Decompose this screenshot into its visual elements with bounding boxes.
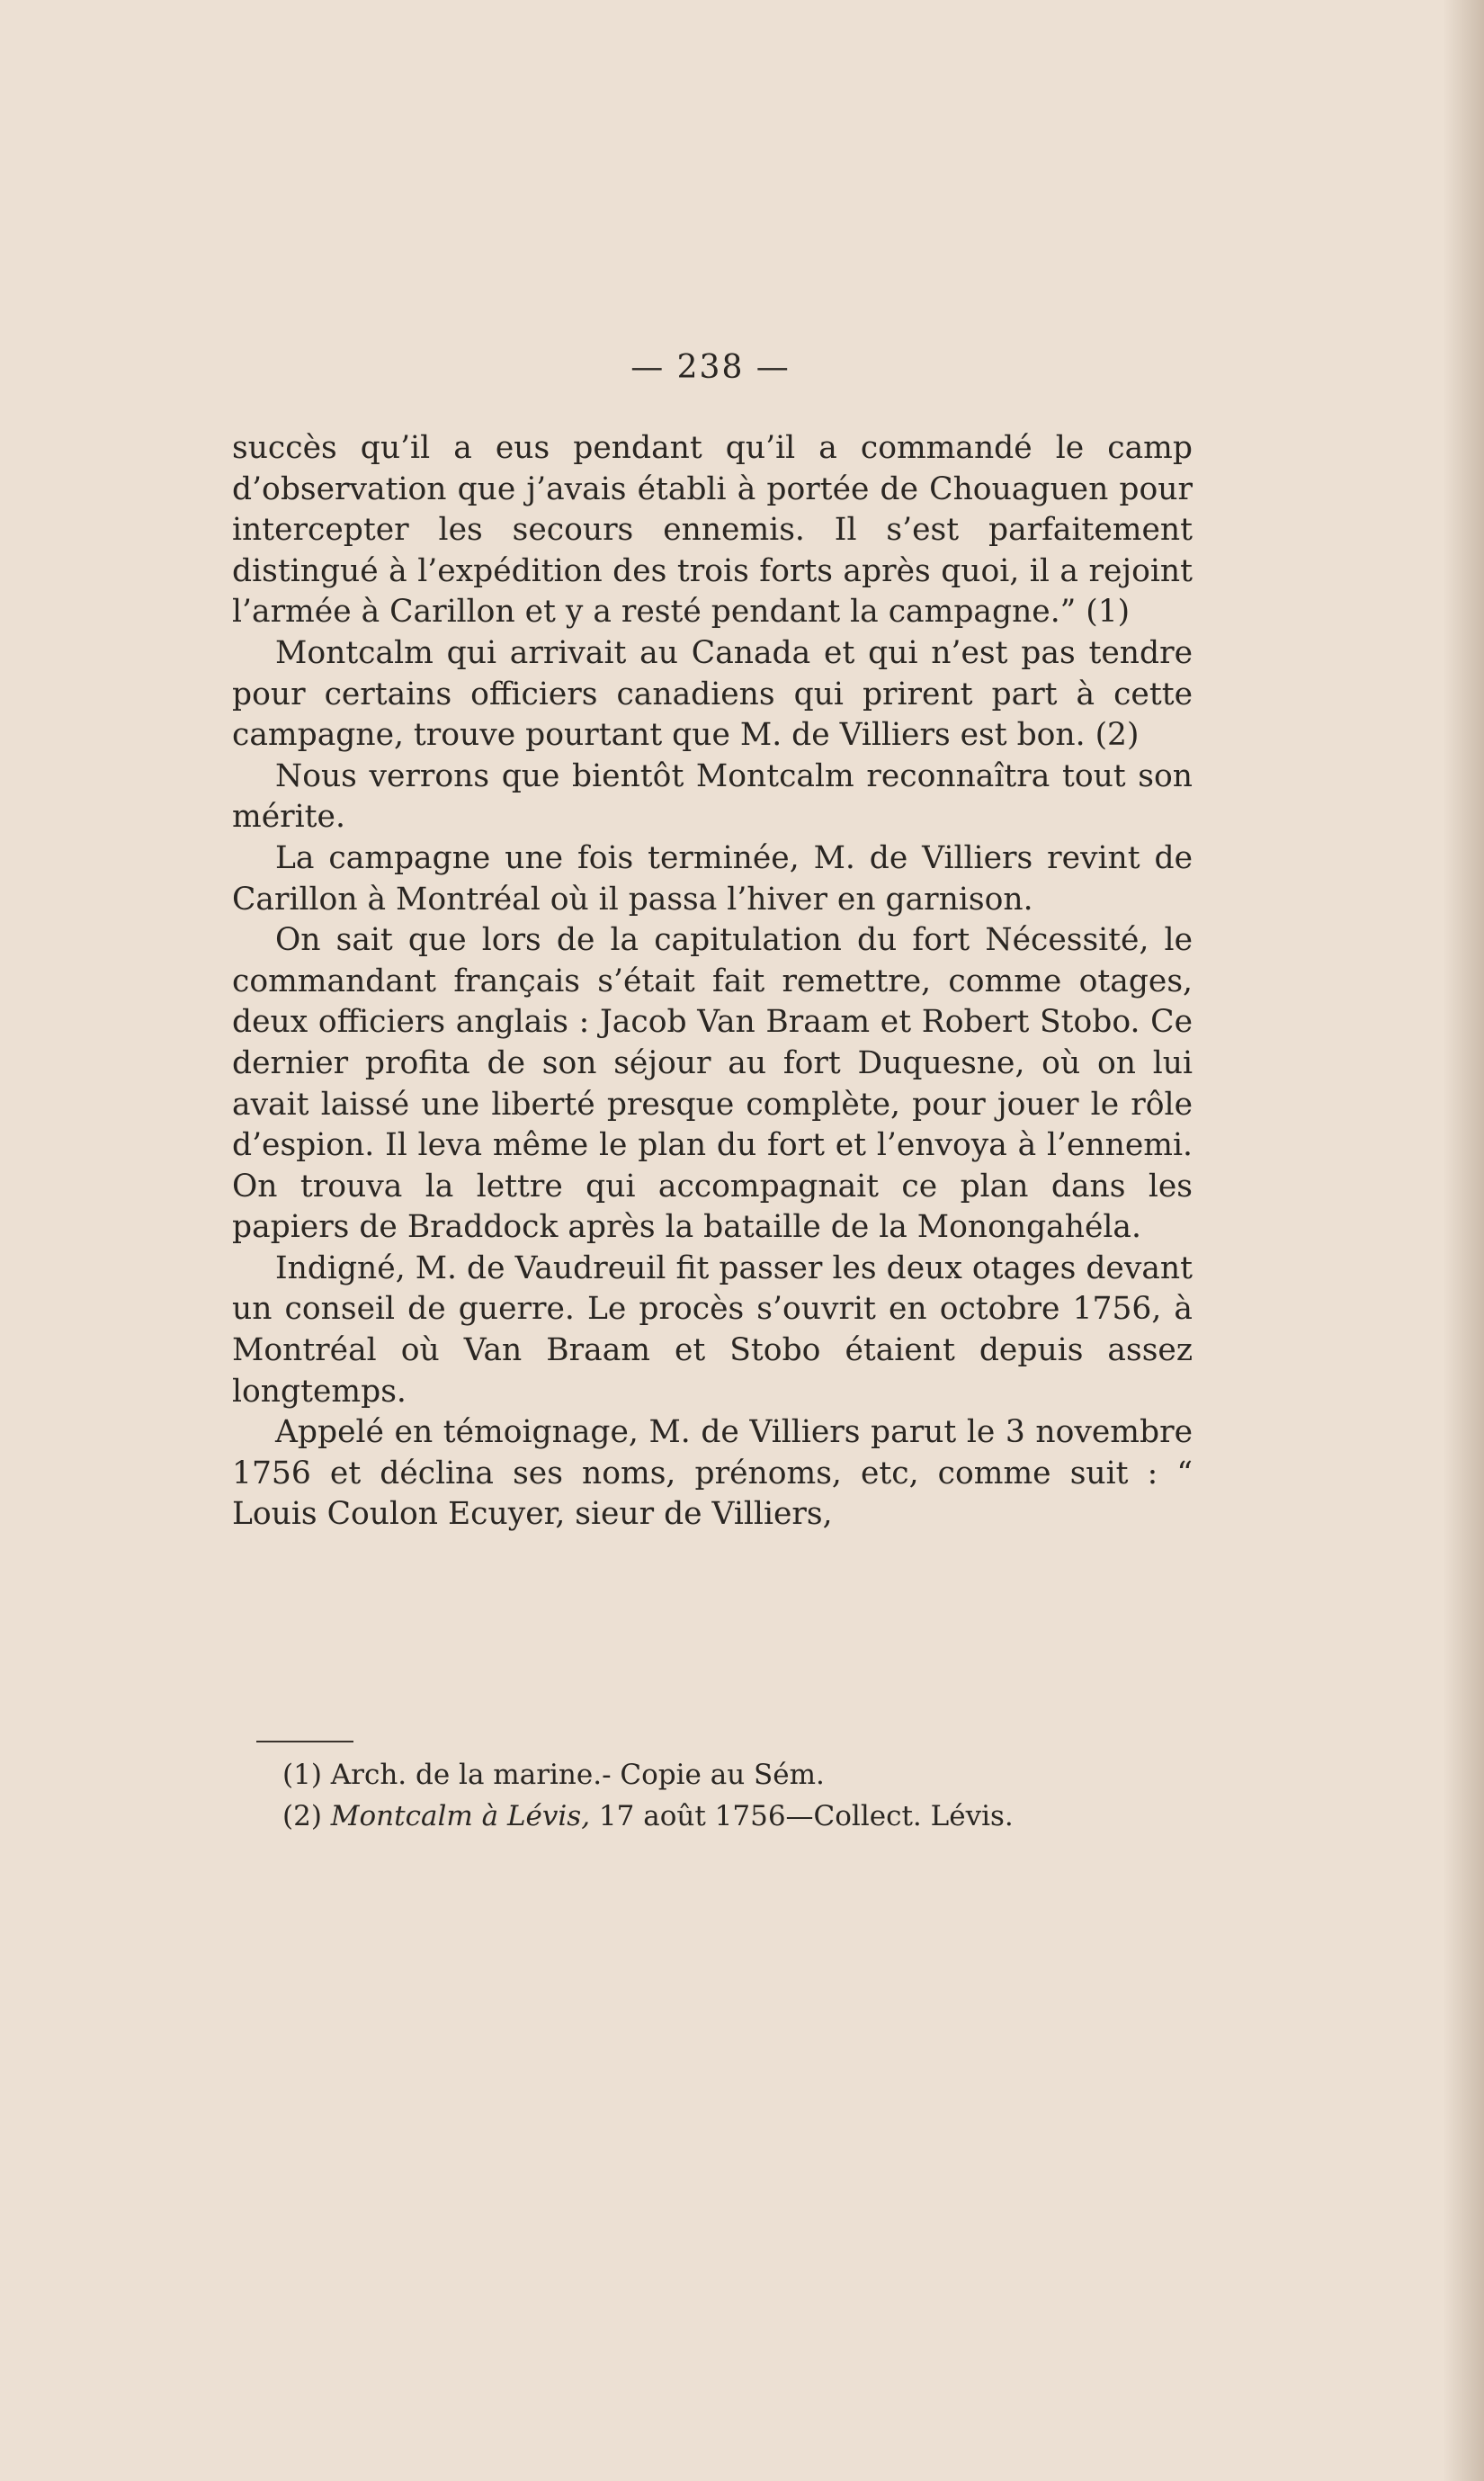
footnote-text: 17 août 1756—Collect. Lévis. xyxy=(590,1800,1014,1832)
footnote-italic: Montcalm à Lévis, xyxy=(321,1800,591,1832)
paragraph: On sait que lors de la capitulation du fort Nécessité, le commandant français s’était fait remettre, comme otages, deux officiers anglais : Jacob Van Braam et Robert Stobo. Ce dernier profita de son séjour au fort Duquesne, où on lui avait laissé une liberté presque complète, pour jouer le rôle d’espion. Il leva même le plan du fort et l’envoya à l’ennemi. On trouva la lettre qui accompagnait ce plan dans les papiers de Braddock après la bataille de la Monongahéla. xyxy=(232,922,1193,1246)
paragraph: Montcalm qui arrivait au Canada et qui n’est pas tendre pour certains officiers canadiens qui prirent part à cette campagne, trouve pourtant que M. de Villiers est bon. (2) xyxy=(232,634,1193,754)
page-edge-shadow xyxy=(1443,0,1484,2481)
footnote-2 xyxy=(282,1796,1182,1837)
paragraph: succès qu’il a eus pendant qu’il a commandé le camp d’observation que j’avais établi à portée de Chouaguen pour intercepter les secours ennemis. Il s’est parfaitement distingué à l’expédition des trois forts après quoi, il a rejoint l’armée à Carillon et y a resté pendant la campagne.” (1) xyxy=(232,430,1193,631)
footnote-text: Arch. de la marine.- Copie au Sém. xyxy=(321,1759,825,1791)
paragraph: Nous verrons que bientôt Montcalm reconnaîtra tout son mérite. xyxy=(232,757,1193,836)
page-number: — 238 — xyxy=(630,349,791,386)
footnote-marker: (2) xyxy=(282,1800,322,1832)
footnotes xyxy=(282,1754,1182,1837)
body-text xyxy=(232,428,1193,1536)
paragraph: Indigné, M. de Vaudreuil fit passer les deux otages devant un conseil de guerre. Le procès s’ouvrit en octobre 1756, à Montréal où Van Braam et Stobo étaient depuis assez longtemps. xyxy=(232,1249,1193,1410)
paragraph: La campagne une fois terminée, M. de Villiers revint de Carillon à Montréal où il passa l’hiver en garnison. xyxy=(232,839,1193,918)
paragraph: Appelé en témoignage, M. de Villiers parut le 3 novembre 1756 et déclina ses noms, prénoms, etc, comme suit : “ Louis Coulon Ecuyer, sieur de Villiers, xyxy=(232,1414,1193,1533)
footnote-1 xyxy=(282,1754,1182,1796)
footnote-rule xyxy=(256,1741,353,1742)
footnote-marker: (1) xyxy=(282,1759,322,1791)
